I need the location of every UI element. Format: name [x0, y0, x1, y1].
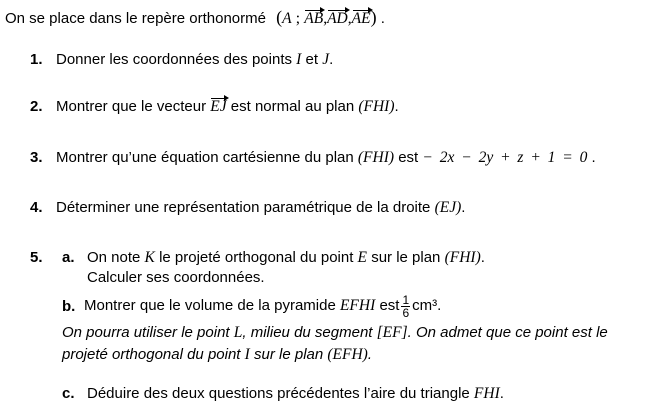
question-5a-label: a.	[62, 249, 75, 266]
question-2: Montrer que le vecteur EJ est normal au plan (FHI).	[56, 98, 399, 115]
question-3-number: 3.	[30, 149, 43, 166]
question-5b-hint-2: projeté orthogonal du point I sur le plan (EFH).	[62, 346, 373, 363]
question-2-number: 2.	[30, 98, 43, 115]
question-4-number: 4.	[30, 199, 43, 216]
origin-point: A	[282, 10, 292, 27]
question-5a-line2: Calculer ses coordonnées.	[87, 269, 265, 286]
question-5-number: 5.	[30, 249, 43, 266]
question-5b-hint-1: On pourra utiliser le point L, milieu du segment [EF]. On admet que ce point est le	[62, 324, 608, 341]
question-5b: Montrer que le volume de la pyramide EFHI est $\frac{1}{6}$ cm³.	[84, 292, 442, 320]
question-1-number: 1.	[30, 51, 43, 68]
fraction-one-sixth: $\frac{1}{6}$	[402, 292, 410, 320]
question-5a: On note K le projeté orthogonal du point E sur le plan (FHI).	[87, 249, 485, 266]
question-1: Donner les coordonnées des points I et J.	[56, 51, 334, 68]
question-3: Montrer qu’une équation cartésienne du plan (FHI) est − 2x − 2y + z + 1 = 0 .	[56, 149, 596, 166]
cartesian-equation: − 2x − 2y + z + 1 = 0	[422, 149, 588, 166]
vector-ae: AE	[351, 10, 371, 27]
question-5b-label: b.	[62, 298, 76, 315]
intro-text: On se place dans le repère orthonormé	[5, 10, 266, 27]
vector-ab: AB	[304, 10, 324, 27]
question-5c-label: c.	[62, 385, 75, 402]
question-4: Déterminer une représentation paramétrique de la droite (EJ).	[56, 199, 466, 216]
vector-ej: EJ	[210, 98, 227, 115]
vector-ad: AD	[327, 10, 348, 27]
question-5c: Déduire des deux questions précédentes l’aire du triangle FHI.	[87, 385, 504, 402]
intro-line: On se place dans le repère orthonormé (A ; AB,AD,AE) .	[5, 7, 385, 27]
